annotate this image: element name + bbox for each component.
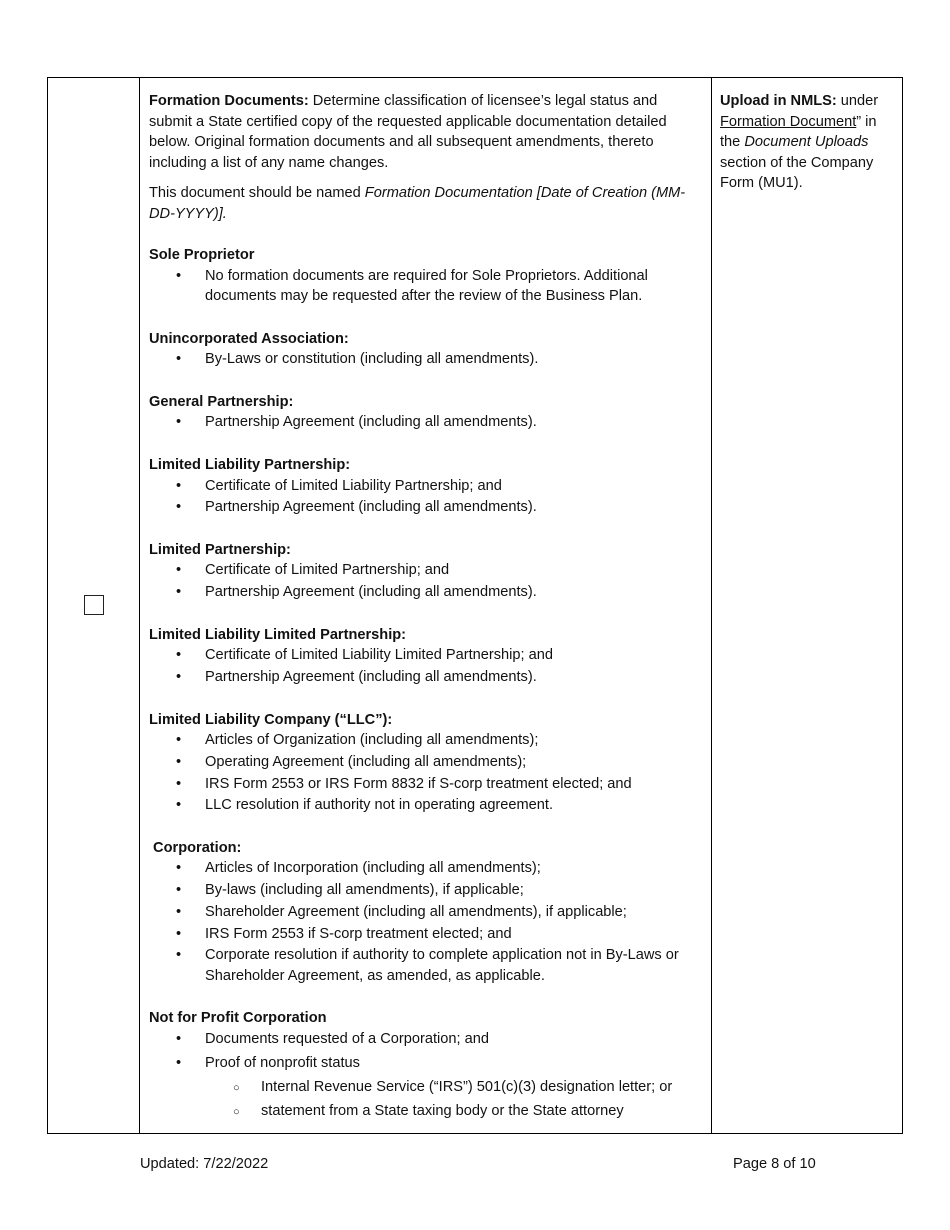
section-heading: Unincorporated Association: xyxy=(149,330,349,347)
section-list xyxy=(149,645,703,687)
naming-prefix: This document should be named xyxy=(149,185,365,201)
naming-italic: Formation Documentation [Date of Creation (MM-DD-YYYY)]. xyxy=(149,185,686,222)
nonprofit-heading: Not for Profit Corporation xyxy=(149,1010,327,1027)
section-heading: Sole Proprietor xyxy=(149,247,255,263)
section-heading: Limited Partnership: xyxy=(149,541,291,558)
list-item: • LLC resolution if authority not in operating agreement. xyxy=(149,795,703,816)
list-item-text: Proof of nonprofit status xyxy=(205,1055,360,1072)
list-item: • Articles of Incorporation (including all amendments); xyxy=(149,858,703,879)
page-number: Page 8 of 10 xyxy=(733,1156,816,1172)
list-item: • Documents requested of a Corporation; and xyxy=(149,1029,703,1050)
section-list xyxy=(149,858,703,986)
section-heading: Limited Liability Limited Partnership: xyxy=(149,626,407,643)
document-uploads-label: Document Uploads xyxy=(744,134,869,150)
list-item: • Partnership Agreement (including all amendments). xyxy=(149,582,703,603)
section-heading: General Partnership: xyxy=(149,393,294,410)
list-item: • Certificate of Limited Liability Partnership; and xyxy=(149,476,703,497)
intro-paragraph xyxy=(149,91,703,173)
section-list xyxy=(149,349,703,370)
intro-text: Determine classification of licensee’s legal status and submit a State certified copy of the requested applicable documentation detailed below. Original formation documents and all subsequent amendments, thereto including a list of any name changes. xyxy=(149,93,667,171)
upload-text: under xyxy=(836,93,879,109)
section-list xyxy=(149,412,703,433)
list-item: • Articles of Organization (including all amendments); xyxy=(149,730,703,751)
list-item: • Partnership Agreement (including all amendments). xyxy=(149,667,703,688)
requirement-description xyxy=(141,78,712,1133)
section-heading: Corporation: xyxy=(149,839,242,856)
list-item: • No formation documents are required for Sole Proprietors. Additional documents may be requested after the review of the Business Plan. xyxy=(149,266,703,307)
section-list xyxy=(149,266,703,307)
formation-document-link[interactable]: Formation Document xyxy=(720,113,857,130)
list-item: • IRS Form 2553 or IRS Form 8832 if S-corp treatment elected; and xyxy=(149,774,703,795)
upload-instructions xyxy=(712,78,902,1133)
section-list xyxy=(149,560,703,602)
naming-paragraph xyxy=(149,183,703,224)
list-item: • Certificate of Limited Liability Limited Partnership; and xyxy=(149,645,703,666)
nonprofit-sublist xyxy=(205,1077,703,1122)
intro-title: Formation Documents: xyxy=(149,93,309,109)
entity-sections xyxy=(149,224,703,986)
checkbox-column xyxy=(48,78,140,1133)
list-item: • Certificate of Limited Partnership; and xyxy=(149,560,703,581)
list-item: • Corporate resolution if authority to complete application not in By-Laws or Shareholder Agreement, as amended, as applicable. xyxy=(149,945,703,986)
section-heading: Limited Liability Company (“LLC”): xyxy=(149,711,393,728)
upload-text: section of the Company Form (MU1). xyxy=(720,154,874,191)
list-item: • Operating Agreement (including all amendments); xyxy=(149,752,703,773)
requirements-table xyxy=(47,77,903,1134)
list-item: • Partnership Agreement (including all amendments). xyxy=(149,412,703,433)
section-heading: Limited Liability Partnership: xyxy=(149,457,351,474)
section-list xyxy=(149,476,703,518)
list-item: • Shareholder Agreement (including all amendments), if applicable; xyxy=(149,902,703,923)
list-item: • By-laws (including all amendments), if applicable; xyxy=(149,880,703,901)
sub-list-item: ○ Internal Revenue Service (“IRS”) 501(c)(3) designation letter; or xyxy=(205,1077,703,1098)
sub-list-item: ○ statement from a State taxing body or the State attorney xyxy=(205,1101,703,1122)
updated-date: Updated: 7/22/2022 xyxy=(140,1156,269,1172)
nonprofit-list xyxy=(149,1029,703,1122)
list-item: • By-Laws or constitution (including all amendments). xyxy=(149,349,703,370)
requirement-checkbox[interactable] xyxy=(84,595,104,615)
section-list xyxy=(149,730,703,816)
list-item: • IRS Form 2553 if S-corp treatment elected; and xyxy=(149,924,703,945)
list-item xyxy=(149,1053,703,1121)
list-item: • Partnership Agreement (including all amendments). xyxy=(149,497,703,518)
upload-label: Upload in NMLS: xyxy=(720,93,837,109)
upload-text: ” in the xyxy=(720,113,877,150)
